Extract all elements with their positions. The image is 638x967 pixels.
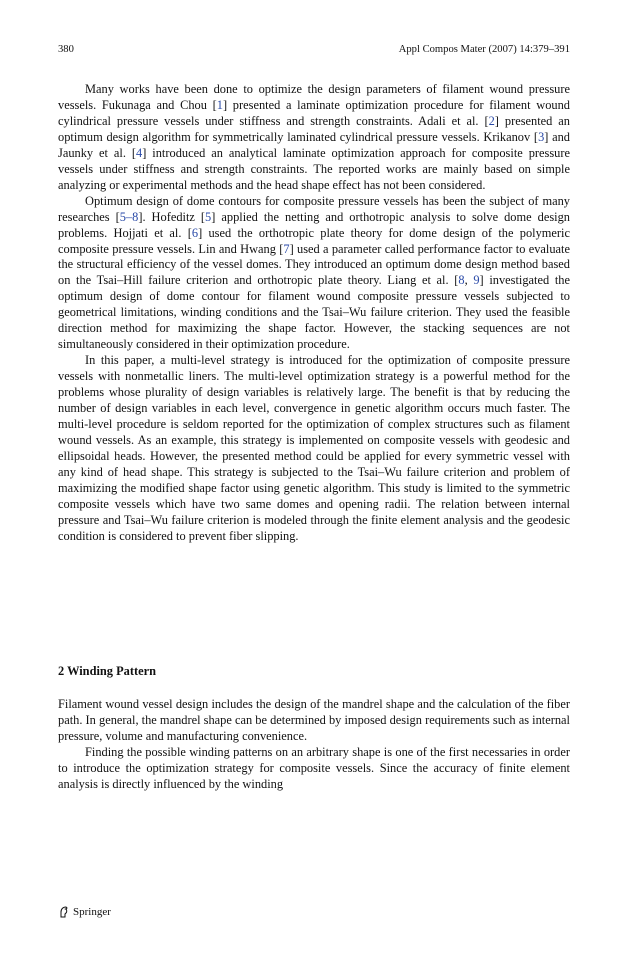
paragraph: Filament wound vessel design includes the design of the mandrel shape and the calculation of the fiber path. In general, the mandrel shape can be determined by imposed design requirements such as internal pressure, volume and manufacturing convenience. — [58, 697, 570, 743]
paragraph: Many works have been done to optimize the design parameters of filament wound pressure vessels. Fukunaga and Chou [1] presented a laminate optimization procedure for filament wound cylindrical pressure vessels under stiffness and strength constraints. Adali et al. [2] presented an optimum design algorithm for symmetrically laminated cylindrical pressure vessels. Krikanov [3] and Jaunky et al. [4] introduced an analytical laminate optimization approach for composite pressure vessels under stiffness and strength constraints. The reported works are mainly based on simple analyzing or experimental methods and the head shape effect has not been considered. — [58, 82, 571, 192]
section-heading: 2 Winding Pattern — [58, 664, 156, 678]
citation-link[interactable]: 6 — [191, 225, 199, 240]
citation-link[interactable]: 9 — [473, 273, 480, 288]
citation-link[interactable]: 3 — [538, 129, 545, 144]
paragraph: In this paper, a multi-level strategy is introduced for the optimization of composite pressure vessels with nonmetallic liners. The multi-level optimization strategy is a powerful method for the problems whose plurality of design variables is relatively large. The benefit is that by reducing the number of design variables in each level, convergence in genetic algorithm occurs much faster. The multi-level procedure is seldom reported for the optimization of complex structures such as filament wound vessels. As an example, this strategy is implemented on composite vessels with geodesic and ellipsoidal heads. However, the presented method could be applied for every symmetric vessel with any kind of head shape. This strategy is subjected to the Tsai–Wu failure criterion and problem of maximizing the modified shape factor using genetic algorithm. This study is limited to the symmetric composite vessels which have two same domes and opening radii. The relation between internal pressure and Tsai–Wu failure criterion is modeled through the finite element analysis and the geodesic condition is considered to prevent fiber slipping. — [58, 353, 570, 543]
citation-link[interactable]: 5–8 — [119, 209, 139, 224]
citation-link[interactable]: 1 — [216, 97, 223, 112]
journal-citation: Appl Compos Mater (2007) 14:379–391 — [398, 44, 570, 55]
running-header — [58, 44, 570, 60]
paragraph: Finding the possible winding patterns on an arbitrary shape is one of the first necessaries in order to introduce the optimization strategy for composite vessels. Since the accuracy of finite element analysis is directly influenced by the winding — [58, 744, 570, 791]
citation-link[interactable]: 8 — [458, 273, 465, 288]
paragraph: Optimum design of dome contours for composite pressure vessels has been the subject of many researches [5–8]. Hofeditz [5] applied the netting and orthotropic analysis to solve dome design problems. Hojjati et al. [6] used the orthotropic plate theory for dome design of the polymeric composite pressure vessels. Lin and Hwang [7] used a parameter called performance factor to evaluate the structural efficiency of the vessel domes. They introduced an optimum dome design method based on the Tsai–Hill failure criterion and orthotropic plate theory. Liang et al. [8, 9] investigated the optimum design of dome contour for filament wound composite pressure vessels subjected to geometrical limitations, winding conditions and the Tsai–Wu failure criterion. They used the feasible direction method for maximizing the shape factor. However, the stacking sequences are not simultaneously considered in their optimization procedure. — [58, 193, 570, 352]
citation-link[interactable]: 2 — [488, 113, 495, 128]
page-number: 380 — [58, 44, 74, 55]
springer-horse-icon — [58, 906, 70, 918]
citation-link[interactable]: 7 — [283, 241, 290, 256]
citation-link[interactable]: 5 — [205, 209, 212, 224]
section-2-text — [58, 697, 570, 793]
introduction-text — [58, 82, 570, 545]
citation-link[interactable]: 4 — [136, 145, 143, 160]
publisher-name: Springer — [73, 906, 111, 918]
publisher-footer — [58, 903, 111, 921]
